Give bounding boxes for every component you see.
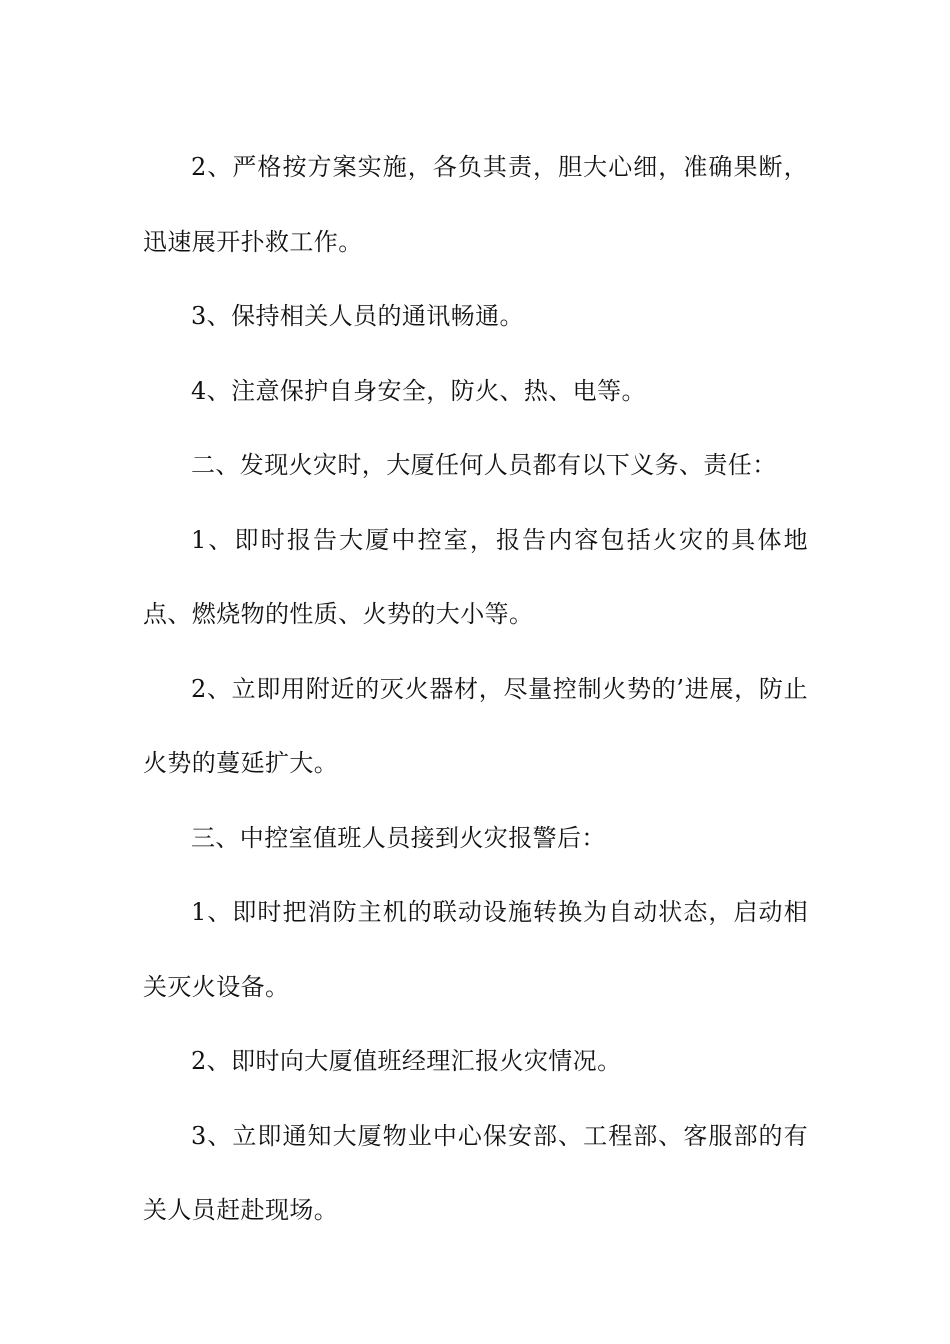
section-heading: 三、中控室值班人员接到火灾报警后： (191, 823, 606, 852)
section-heading: 二、发现火灾时，大厦任何人员都有以下义务、责任： (191, 451, 777, 479)
document-body (143, 130, 808, 1248)
paragraph: 2、严格按方案实施，各负其责，胆大心细，准确果断，迅速展开扑救工作。 (143, 153, 808, 256)
paragraph: 4、注意保护自身安全，防火、热、电等。 (191, 376, 646, 405)
paragraph: 2、立即用附近的灭火器材，尽量控制火势的’进展，防止火势的蔓延扩大。 (143, 674, 808, 777)
paragraph: 2、即时向大厦值班经理汇报火灾情况。 (191, 1047, 622, 1075)
paragraph: 1、即时把消防主机的联动设施转换为自动状态，启动相关灭火设备。 (143, 898, 808, 1001)
paragraph: 3、保持相关人员的通讯畅通。 (191, 302, 524, 330)
paragraph: 3、立即通知大厦物业中心保安部、工程部、客服部的有关人员赶赴现场。 (143, 1121, 808, 1224)
paragraph: 1、即时报告大厦中控室，报告内容包括火灾的具体地点、燃烧物的性质、火势的大小等。 (143, 525, 808, 628)
